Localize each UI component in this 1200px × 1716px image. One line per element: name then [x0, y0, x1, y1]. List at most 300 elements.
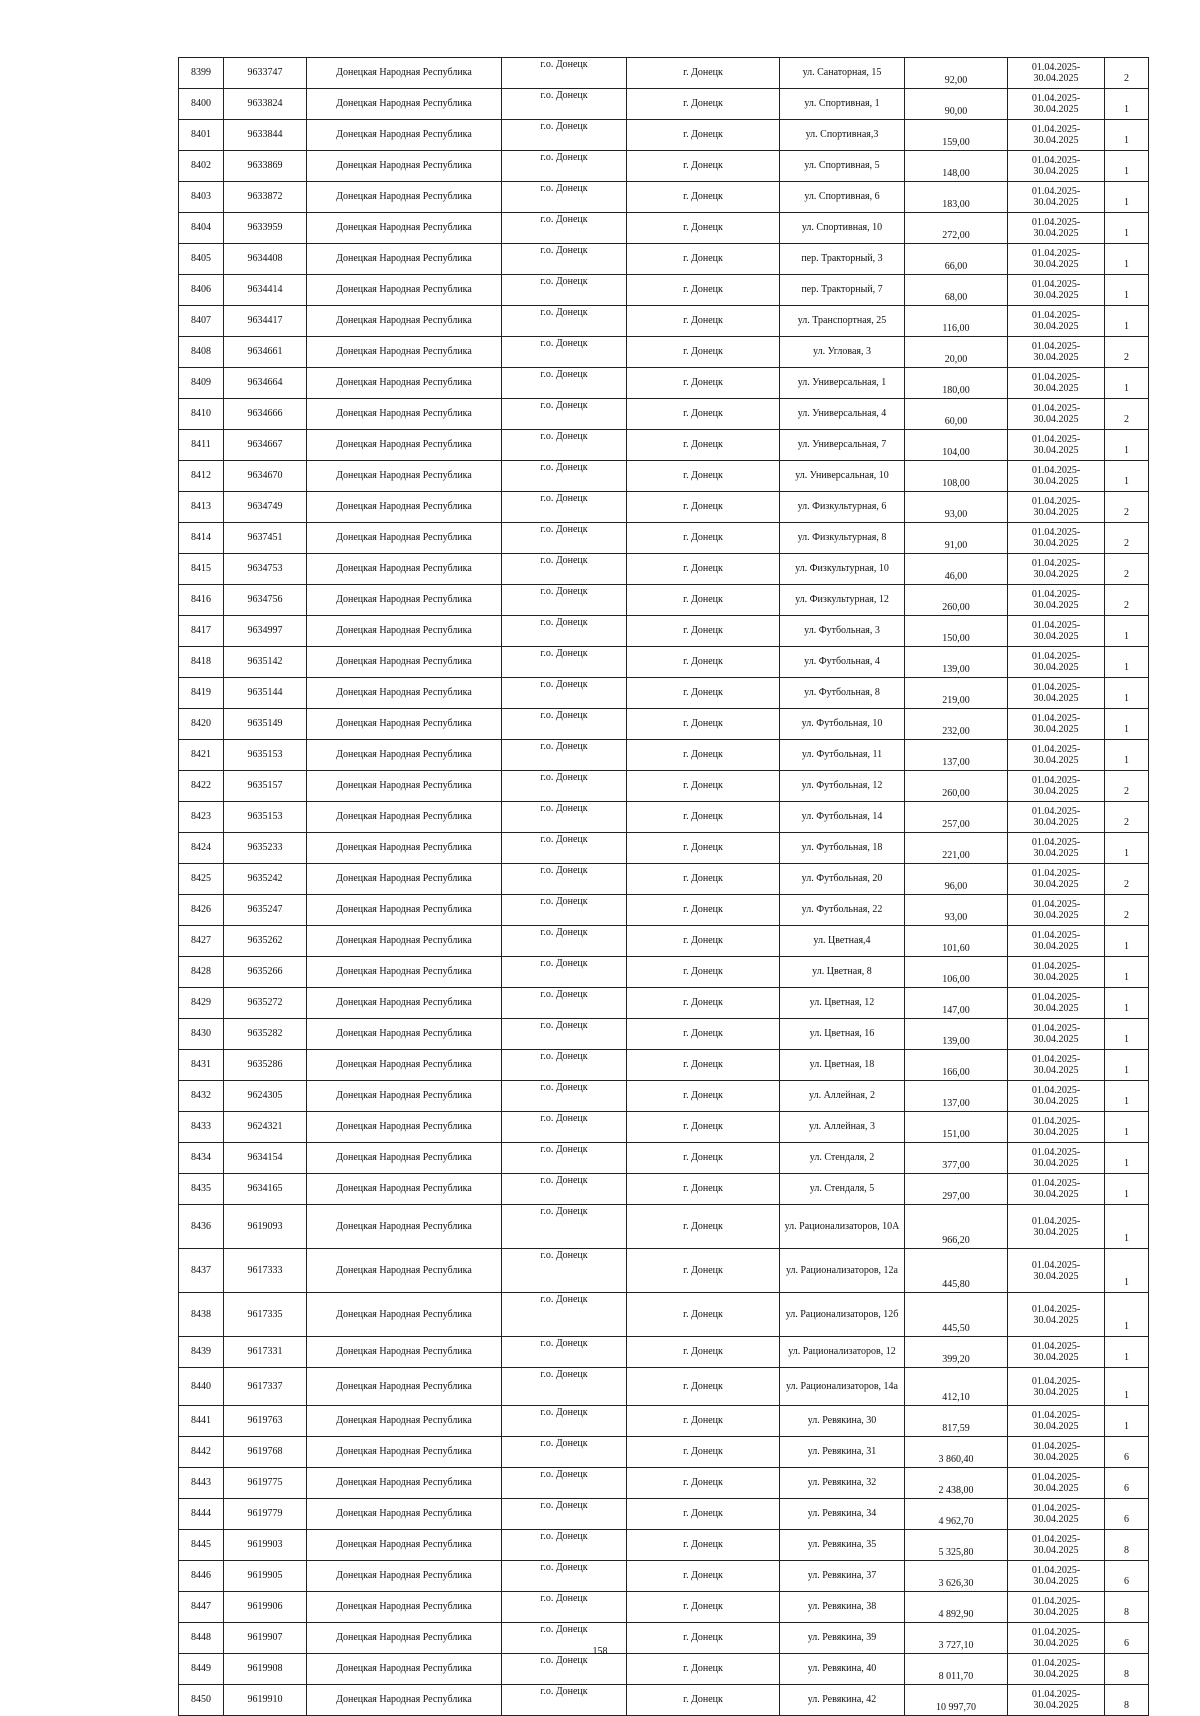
object-code-cell: 9619763: [224, 1406, 307, 1437]
street-address-cell: ул. Футбольная, 11: [780, 740, 905, 771]
republic-cell: Донецкая Народная Республика: [307, 1468, 502, 1499]
republic-cell: Донецкая Народная Республика: [307, 1685, 502, 1716]
republic-cell: Донецкая Народная Республика: [307, 1249, 502, 1293]
period-cell: 01.04.2025-30.04.2025: [1008, 1499, 1105, 1530]
table-row: [179, 368, 1149, 399]
period-cell: 01.04.2025-30.04.2025: [1008, 523, 1105, 554]
area-cell: 137,00: [905, 740, 1008, 771]
republic-cell: Донецкая Народная Республика: [307, 709, 502, 740]
area-cell: 116,00: [905, 306, 1008, 337]
city-cell: г. Донецк: [627, 895, 780, 926]
area-cell: 92,00: [905, 58, 1008, 89]
count-cell: 2: [1105, 58, 1149, 89]
street-address-cell: пер. Тракторный, 3: [780, 244, 905, 275]
street-address-cell: ул. Рационализаторов, 12б: [780, 1293, 905, 1337]
row-number-cell: 8412: [179, 461, 224, 492]
city-cell: г. Донецк: [627, 461, 780, 492]
table-row: [179, 1654, 1149, 1685]
city-cell: г. Донецк: [627, 1654, 780, 1685]
object-code-cell: 9619779: [224, 1499, 307, 1530]
city-cell: г. Донецк: [627, 1337, 780, 1368]
street-address-cell: ул. Футбольная, 8: [780, 678, 905, 709]
period-cell: 01.04.2025-30.04.2025: [1008, 1592, 1105, 1623]
period-cell: 01.04.2025-30.04.2025: [1008, 585, 1105, 616]
republic-cell: Донецкая Народная Республика: [307, 585, 502, 616]
city-cell: г. Донецк: [627, 58, 780, 89]
city-cell: г. Донецк: [627, 213, 780, 244]
street-address-cell: ул. Ревякина, 34: [780, 1499, 905, 1530]
street-address-cell: ул. Ревякина, 42: [780, 1685, 905, 1716]
city-cell: г. Донецк: [627, 1050, 780, 1081]
area-cell: 20,00: [905, 337, 1008, 368]
period-cell: 01.04.2025-30.04.2025: [1008, 678, 1105, 709]
count-cell: 1: [1105, 244, 1149, 275]
row-number-cell: 8402: [179, 151, 224, 182]
row-number-cell: 8442: [179, 1437, 224, 1468]
table-row: [179, 1081, 1149, 1112]
street-address-cell: ул. Физкультурная, 10: [780, 554, 905, 585]
object-code-cell: 9635262: [224, 926, 307, 957]
republic-cell: Донецкая Народная Республика: [307, 1437, 502, 1468]
object-code-cell: 9617333: [224, 1249, 307, 1293]
street-address-cell: ул. Ревякина, 32: [780, 1468, 905, 1499]
period-cell: 01.04.2025-30.04.2025: [1008, 647, 1105, 678]
row-number-cell: 8437: [179, 1249, 224, 1293]
table-row: [179, 1293, 1149, 1337]
count-cell: 1: [1105, 151, 1149, 182]
area-cell: 137,00: [905, 1081, 1008, 1112]
count-cell: 6: [1105, 1468, 1149, 1499]
city-cell: г. Донецк: [627, 1112, 780, 1143]
count-cell: 1: [1105, 306, 1149, 337]
period-cell: 01.04.2025-30.04.2025: [1008, 1406, 1105, 1437]
area-cell: 3 727,10: [905, 1623, 1008, 1654]
period-cell: 01.04.2025-30.04.2025: [1008, 554, 1105, 585]
object-code-cell: 9619906: [224, 1592, 307, 1623]
period-cell: 01.04.2025-30.04.2025: [1008, 337, 1105, 368]
republic-cell: Донецкая Народная Республика: [307, 492, 502, 523]
city-cell: г. Донецк: [627, 1592, 780, 1623]
street-address-cell: ул. Физкультурная, 6: [780, 492, 905, 523]
table-row: [179, 864, 1149, 895]
period-cell: 01.04.2025-30.04.2025: [1008, 1205, 1105, 1249]
city-cell: г. Донецк: [627, 833, 780, 864]
table-row: [179, 1205, 1149, 1249]
page-number: 158: [592, 1646, 608, 1657]
street-address-cell: ул. Ревякина, 40: [780, 1654, 905, 1685]
object-code-cell: 9619775: [224, 1468, 307, 1499]
district-cell: г.о. Донецк: [502, 306, 627, 337]
row-number-cell: 8424: [179, 833, 224, 864]
row-number-cell: 8444: [179, 1499, 224, 1530]
republic-cell: Донецкая Народная Республика: [307, 833, 502, 864]
area-cell: 3 860,40: [905, 1437, 1008, 1468]
city-cell: г. Донецк: [627, 1368, 780, 1406]
republic-cell: Донецкая Народная Республика: [307, 151, 502, 182]
street-address-cell: ул. Ревякина, 38: [780, 1592, 905, 1623]
republic-cell: Донецкая Народная Республика: [307, 120, 502, 151]
row-number-cell: 8440: [179, 1368, 224, 1406]
period-cell: 01.04.2025-30.04.2025: [1008, 864, 1105, 895]
row-number-cell: 8400: [179, 89, 224, 120]
object-code-cell: 9619907: [224, 1623, 307, 1654]
district-cell: г.о. Донецк: [502, 244, 627, 275]
republic-cell: Донецкая Народная Республика: [307, 1174, 502, 1205]
republic-cell: Донецкая Народная Республика: [307, 1081, 502, 1112]
count-cell: 1: [1105, 89, 1149, 120]
period-cell: 01.04.2025-30.04.2025: [1008, 89, 1105, 120]
republic-cell: Донецкая Народная Республика: [307, 399, 502, 430]
district-cell: г.о. Донецк: [502, 1112, 627, 1143]
area-cell: 183,00: [905, 182, 1008, 213]
republic-cell: Донецкая Народная Республика: [307, 988, 502, 1019]
area-cell: 272,00: [905, 213, 1008, 244]
area-cell: 104,00: [905, 430, 1008, 461]
area-cell: 148,00: [905, 151, 1008, 182]
city-cell: г. Донецк: [627, 740, 780, 771]
area-cell: 91,00: [905, 523, 1008, 554]
table-row: [179, 399, 1149, 430]
object-code-cell: 9635242: [224, 864, 307, 895]
object-code-cell: 9634661: [224, 337, 307, 368]
area-cell: 139,00: [905, 1019, 1008, 1050]
period-cell: 01.04.2025-30.04.2025: [1008, 709, 1105, 740]
row-number-cell: 8423: [179, 802, 224, 833]
area-cell: 108,00: [905, 461, 1008, 492]
row-number-cell: 8410: [179, 399, 224, 430]
district-cell: г.о. Донецк: [502, 864, 627, 895]
district-cell: г.о. Донецк: [502, 1050, 627, 1081]
period-cell: 01.04.2025-30.04.2025: [1008, 368, 1105, 399]
street-address-cell: ул. Ревякина, 35: [780, 1530, 905, 1561]
object-code-cell: 9635233: [224, 833, 307, 864]
period-cell: 01.04.2025-30.04.2025: [1008, 802, 1105, 833]
row-number-cell: 8446: [179, 1561, 224, 1592]
street-address-cell: ул. Физкультурная, 12: [780, 585, 905, 616]
object-code-cell: 9619910: [224, 1685, 307, 1716]
count-cell: 1: [1105, 461, 1149, 492]
city-cell: г. Донецк: [627, 1561, 780, 1592]
period-cell: 01.04.2025-30.04.2025: [1008, 1437, 1105, 1468]
area-cell: 139,00: [905, 647, 1008, 678]
republic-cell: Донецкая Народная Республика: [307, 1406, 502, 1437]
street-address-cell: ул. Рационализаторов, 12: [780, 1337, 905, 1368]
table-row: [179, 709, 1149, 740]
republic-cell: Донецкая Народная Республика: [307, 864, 502, 895]
district-cell: г.о. Донецк: [502, 492, 627, 523]
table-row: [179, 740, 1149, 771]
table-row: [179, 1019, 1149, 1050]
table-row: [179, 337, 1149, 368]
row-number-cell: 8447: [179, 1592, 224, 1623]
period-cell: 01.04.2025-30.04.2025: [1008, 1368, 1105, 1406]
object-code-cell: 9635153: [224, 740, 307, 771]
republic-cell: Донецкая Народная Республика: [307, 678, 502, 709]
row-number-cell: 8433: [179, 1112, 224, 1143]
area-cell: 3 626,30: [905, 1561, 1008, 1592]
district-cell: г.о. Донецк: [502, 1437, 627, 1468]
republic-cell: Донецкая Народная Республика: [307, 1337, 502, 1368]
row-number-cell: 8438: [179, 1293, 224, 1337]
count-cell: 1: [1105, 1337, 1149, 1368]
republic-cell: Донецкая Народная Республика: [307, 1293, 502, 1337]
table-row: [179, 833, 1149, 864]
object-code-cell: 9634749: [224, 492, 307, 523]
object-code-cell: 9633872: [224, 182, 307, 213]
district-cell: г.о. Донецк: [502, 58, 627, 89]
table-row: [179, 771, 1149, 802]
count-cell: 6: [1105, 1623, 1149, 1654]
row-number-cell: 8435: [179, 1174, 224, 1205]
area-cell: 180,00: [905, 368, 1008, 399]
area-cell: 151,00: [905, 1112, 1008, 1143]
row-number-cell: 8418: [179, 647, 224, 678]
count-cell: 1: [1105, 1019, 1149, 1050]
district-cell: г.о. Донецк: [502, 89, 627, 120]
count-cell: 1: [1105, 1143, 1149, 1174]
area-cell: 166,00: [905, 1050, 1008, 1081]
street-address-cell: ул. Спортивная, 6: [780, 182, 905, 213]
street-address-cell: ул. Ревякина, 39: [780, 1623, 905, 1654]
table-row: [179, 430, 1149, 461]
row-number-cell: 8430: [179, 1019, 224, 1050]
object-code-cell: 9619768: [224, 1437, 307, 1468]
street-address-cell: ул. Ревякина, 30: [780, 1406, 905, 1437]
republic-cell: Донецкая Народная Республика: [307, 306, 502, 337]
table-row: [179, 1337, 1149, 1368]
republic-cell: Донецкая Народная Республика: [307, 740, 502, 771]
district-cell: г.о. Донецк: [502, 1368, 627, 1406]
city-cell: г. Донецк: [627, 306, 780, 337]
count-cell: 1: [1105, 1368, 1149, 1406]
object-code-cell: 9617337: [224, 1368, 307, 1406]
republic-cell: Донецкая Народная Республика: [307, 430, 502, 461]
period-cell: 01.04.2025-30.04.2025: [1008, 1050, 1105, 1081]
table-row: [179, 120, 1149, 151]
republic-cell: Донецкая Народная Республика: [307, 58, 502, 89]
address-table: [178, 57, 1149, 1716]
count-cell: 1: [1105, 368, 1149, 399]
city-cell: г. Донецк: [627, 1685, 780, 1716]
period-cell: 01.04.2025-30.04.2025: [1008, 182, 1105, 213]
count-cell: 8: [1105, 1654, 1149, 1685]
area-cell: 68,00: [905, 275, 1008, 306]
period-cell: 01.04.2025-30.04.2025: [1008, 492, 1105, 523]
count-cell: 2: [1105, 771, 1149, 802]
area-cell: 219,00: [905, 678, 1008, 709]
city-cell: г. Донецк: [627, 1019, 780, 1050]
republic-cell: Донецкая Народная Республика: [307, 1205, 502, 1249]
object-code-cell: 9619905: [224, 1561, 307, 1592]
street-address-cell: ул. Стендаля, 2: [780, 1143, 905, 1174]
table-row: [179, 678, 1149, 709]
count-cell: 2: [1105, 802, 1149, 833]
republic-cell: Донецкая Народная Республика: [307, 647, 502, 678]
district-cell: г.о. Донецк: [502, 120, 627, 151]
count-cell: 6: [1105, 1437, 1149, 1468]
table-row: [179, 926, 1149, 957]
count-cell: 2: [1105, 492, 1149, 523]
city-cell: г. Донецк: [627, 647, 780, 678]
table-row: [179, 523, 1149, 554]
count-cell: 6: [1105, 1499, 1149, 1530]
district-cell: г.о. Донецк: [502, 1249, 627, 1293]
city-cell: г. Донецк: [627, 523, 780, 554]
street-address-cell: ул. Футбольная, 20: [780, 864, 905, 895]
count-cell: 2: [1105, 399, 1149, 430]
city-cell: г. Донецк: [627, 1174, 780, 1205]
city-cell: г. Донецк: [627, 585, 780, 616]
city-cell: г. Донецк: [627, 492, 780, 523]
republic-cell: Донецкая Народная Республика: [307, 895, 502, 926]
object-code-cell: 9635272: [224, 988, 307, 1019]
object-code-cell: 9634666: [224, 399, 307, 430]
district-cell: г.о. Донецк: [502, 1592, 627, 1623]
period-cell: 01.04.2025-30.04.2025: [1008, 771, 1105, 802]
street-address-cell: ул. Универсальная, 4: [780, 399, 905, 430]
street-address-cell: ул. Стендаля, 5: [780, 1174, 905, 1205]
object-code-cell: 9635142: [224, 647, 307, 678]
area-cell: 101,60: [905, 926, 1008, 957]
count-cell: 6: [1105, 1561, 1149, 1592]
row-number-cell: 8428: [179, 957, 224, 988]
count-cell: 1: [1105, 1112, 1149, 1143]
city-cell: г. Донецк: [627, 399, 780, 430]
street-address-cell: ул. Универсальная, 7: [780, 430, 905, 461]
district-cell: г.о. Донецк: [502, 1623, 627, 1654]
district-cell: г.о. Донецк: [502, 430, 627, 461]
object-code-cell: 9624305: [224, 1081, 307, 1112]
table-row: [179, 1468, 1149, 1499]
object-code-cell: 9635266: [224, 957, 307, 988]
count-cell: 1: [1105, 275, 1149, 306]
street-address-cell: ул. Футбольная, 3: [780, 616, 905, 647]
republic-cell: Донецкая Народная Республика: [307, 1050, 502, 1081]
area-cell: 46,00: [905, 554, 1008, 585]
republic-cell: Донецкая Народная Республика: [307, 89, 502, 120]
count-cell: 2: [1105, 895, 1149, 926]
district-cell: г.о. Донецк: [502, 399, 627, 430]
street-address-cell: ул. Цветная, 18: [780, 1050, 905, 1081]
period-cell: 01.04.2025-30.04.2025: [1008, 151, 1105, 182]
area-cell: 106,00: [905, 957, 1008, 988]
city-cell: г. Донецк: [627, 182, 780, 213]
row-number-cell: 8434: [179, 1143, 224, 1174]
street-address-cell: ул. Спортивная,3: [780, 120, 905, 151]
period-cell: 01.04.2025-30.04.2025: [1008, 430, 1105, 461]
table-row: [179, 1437, 1149, 1468]
city-cell: г. Донецк: [627, 337, 780, 368]
city-cell: г. Донецк: [627, 988, 780, 1019]
row-number-cell: 8427: [179, 926, 224, 957]
object-code-cell: 9635144: [224, 678, 307, 709]
count-cell: 1: [1105, 1174, 1149, 1205]
row-number-cell: 8448: [179, 1623, 224, 1654]
district-cell: г.о. Донецк: [502, 771, 627, 802]
period-cell: 01.04.2025-30.04.2025: [1008, 399, 1105, 430]
city-cell: г. Донецк: [627, 1205, 780, 1249]
city-cell: г. Донецк: [627, 926, 780, 957]
period-cell: 01.04.2025-30.04.2025: [1008, 213, 1105, 244]
city-cell: г. Донецк: [627, 709, 780, 740]
street-address-cell: ул. Рационализаторов, 10А: [780, 1205, 905, 1249]
count-cell: 1: [1105, 1081, 1149, 1112]
street-address-cell: ул. Аллейная, 2: [780, 1081, 905, 1112]
period-cell: 01.04.2025-30.04.2025: [1008, 988, 1105, 1019]
period-cell: 01.04.2025-30.04.2025: [1008, 1561, 1105, 1592]
city-cell: г. Донецк: [627, 864, 780, 895]
object-code-cell: 9619908: [224, 1654, 307, 1685]
district-cell: г.о. Донецк: [502, 368, 627, 399]
object-code-cell: 9634417: [224, 306, 307, 337]
table-row: [179, 1112, 1149, 1143]
period-cell: 01.04.2025-30.04.2025: [1008, 1174, 1105, 1205]
city-cell: г. Донецк: [627, 1143, 780, 1174]
republic-cell: Донецкая Народная Республика: [307, 523, 502, 554]
table-row: [179, 275, 1149, 306]
period-cell: 01.04.2025-30.04.2025: [1008, 957, 1105, 988]
table-row: [179, 1592, 1149, 1623]
district-cell: г.о. Донецк: [502, 151, 627, 182]
row-number-cell: 8416: [179, 585, 224, 616]
republic-cell: Донецкая Народная Республика: [307, 182, 502, 213]
count-cell: 1: [1105, 988, 1149, 1019]
row-number-cell: 8409: [179, 368, 224, 399]
district-cell: г.о. Донецк: [502, 833, 627, 864]
city-cell: г. Донецк: [627, 616, 780, 647]
table-row: [179, 1561, 1149, 1592]
district-cell: г.о. Донецк: [502, 182, 627, 213]
district-cell: г.о. Донецк: [502, 1019, 627, 1050]
area-cell: 377,00: [905, 1143, 1008, 1174]
count-cell: 1: [1105, 182, 1149, 213]
district-cell: г.о. Донецк: [502, 1406, 627, 1437]
row-number-cell: 8419: [179, 678, 224, 709]
period-cell: 01.04.2025-30.04.2025: [1008, 1337, 1105, 1368]
count-cell: 1: [1105, 709, 1149, 740]
district-cell: г.о. Донецк: [502, 709, 627, 740]
district-cell: г.о. Донецк: [502, 802, 627, 833]
object-code-cell: 9635157: [224, 771, 307, 802]
object-code-cell: 9635286: [224, 1050, 307, 1081]
row-number-cell: 8449: [179, 1654, 224, 1685]
street-address-cell: ул. Футбольная, 18: [780, 833, 905, 864]
count-cell: 8: [1105, 1685, 1149, 1716]
period-cell: 01.04.2025-30.04.2025: [1008, 244, 1105, 275]
district-cell: г.о. Донецк: [502, 554, 627, 585]
table-row: [179, 1050, 1149, 1081]
district-cell: г.о. Донецк: [502, 1337, 627, 1368]
area-cell: 221,00: [905, 833, 1008, 864]
period-cell: 01.04.2025-30.04.2025: [1008, 120, 1105, 151]
count-cell: 1: [1105, 1293, 1149, 1337]
area-cell: 90,00: [905, 89, 1008, 120]
city-cell: г. Донецк: [627, 368, 780, 399]
area-cell: 445,50: [905, 1293, 1008, 1337]
object-code-cell: 9617331: [224, 1337, 307, 1368]
table-row: [179, 1249, 1149, 1293]
table-row: [179, 1406, 1149, 1437]
object-code-cell: 9619903: [224, 1530, 307, 1561]
district-cell: г.о. Донецк: [502, 275, 627, 306]
area-cell: 260,00: [905, 585, 1008, 616]
district-cell: г.о. Донецк: [502, 1143, 627, 1174]
street-address-cell: ул. Ревякина, 31: [780, 1437, 905, 1468]
row-number-cell: 8436: [179, 1205, 224, 1249]
district-cell: г.о. Донецк: [502, 926, 627, 957]
row-number-cell: 8445: [179, 1530, 224, 1561]
row-number-cell: 8404: [179, 213, 224, 244]
